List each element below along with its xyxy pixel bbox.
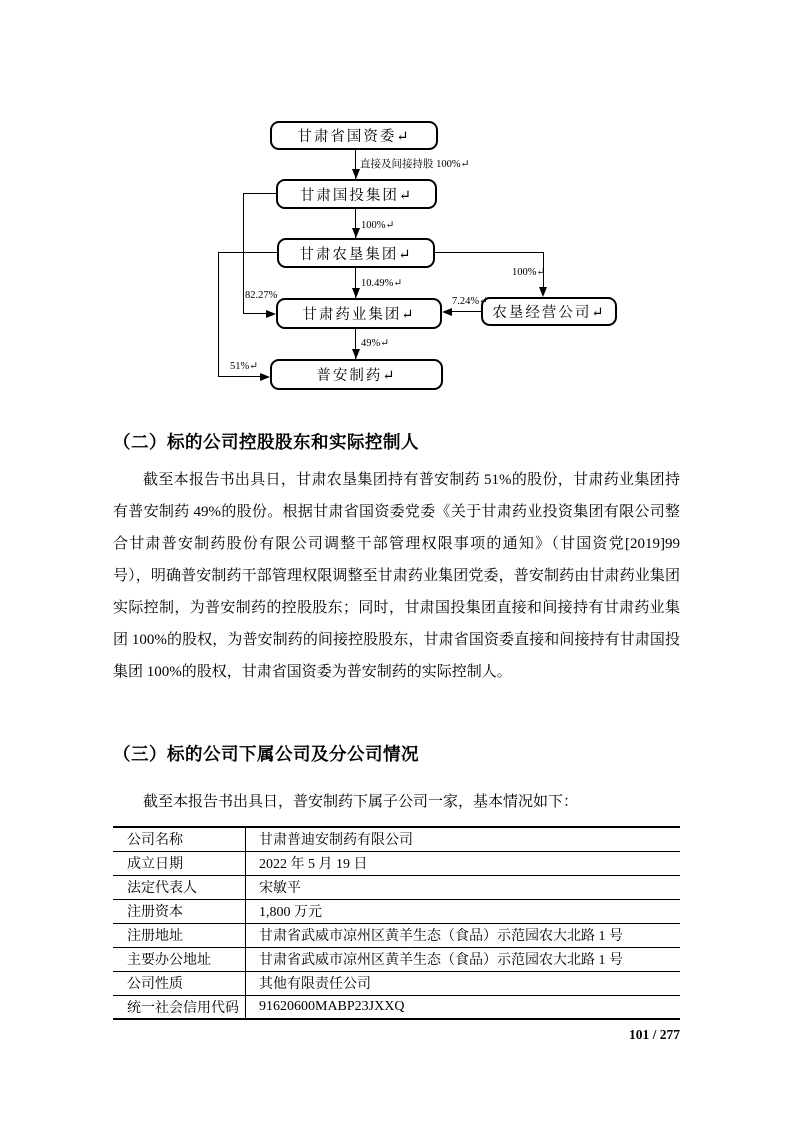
subsidiary-info-table [113, 826, 680, 1020]
connector-nongken-jingying [435, 252, 543, 253]
diagram-node-gansu-guotou-group [276, 179, 437, 209]
connector-guotou-yaoye [243, 313, 267, 314]
row-label-registered-capital: 注册资本 [113, 899, 246, 923]
connector-jingying-yaoye [451, 311, 481, 312]
arrowhead-down-icon [539, 287, 547, 297]
row-label-credit-code: 统一社会信用代码 [113, 995, 246, 1019]
row-label-company-nature: 公司性质 [113, 971, 246, 995]
row-value-company-nature: 其他有限责任公司 [246, 971, 681, 995]
arrowhead-left-icon [442, 308, 452, 316]
node-label: 农垦经营公司↵ [492, 305, 606, 321]
row-value-registered-capital: 1,800 万元 [246, 899, 681, 923]
edge-label-100: 100%↵ [361, 220, 395, 231]
edge-label-10-49: 10.49%↵ [361, 278, 403, 289]
node-label: 普安制药↵ [316, 368, 397, 384]
row-label-main-office-address: 主要办公地址 [113, 947, 246, 971]
node-label: 甘肃省国资委↵ [297, 129, 411, 145]
edge-label-82-27: 82.27% [245, 290, 278, 301]
arrowhead-down-icon [352, 349, 360, 359]
row-value-legal-representative: 宋敏平 [246, 875, 681, 899]
edge-label-51: 51%↵ [230, 361, 259, 372]
node-label: 甘肃药业集团↵ [302, 307, 416, 323]
table-row [113, 971, 680, 995]
table-row [113, 851, 680, 875]
diagram-node-puan-pharma [270, 359, 443, 390]
connector-nongken-puan [218, 252, 277, 253]
table-row [113, 995, 680, 1019]
arrowhead-down-icon [352, 228, 360, 238]
row-label-establish-date: 成立日期 [113, 851, 246, 875]
page-number: 101 / 277 [628, 1027, 680, 1042]
row-label-registered-address: 注册地址 [113, 923, 246, 947]
table-row [113, 947, 680, 971]
row-value-company-name: 甘肃普迪安制药有限公司 [246, 827, 681, 851]
node-label: 甘肃农垦集团↵ [299, 246, 413, 263]
table-row [113, 899, 680, 923]
paragraph-subsidiaries-intro: 截至本报告书出具日，普安制药下属子公司一家，基本情况如下： [143, 794, 579, 810]
table-row [113, 923, 680, 947]
table-row [113, 875, 680, 899]
connector-nongken-puan [218, 376, 260, 377]
paragraph-controlling-shareholder: 截至本报告书出具日，甘肃农垦集团持有普安制药 51%的股份，甘肃药业集团持有普安制药 49%的股份。根据甘肃省国资委党委《关于甘肃药业投资集团有限公司整合甘肃普安制药股份有限公司调整干部管理权限事项的通知》（甘国资党[2019]99 号），明确普安制药干部管理权限调整至甘肃药业集团党委，普安制药由甘肃药业集团实际控制，为普安制药的控股股东；同时，甘肃国投集团直接和间接持有甘肃药业集团 100%的股权，为普安制药的间接控股股东，甘肃省国资委直接和间接持有甘肃国投集团 100%的股权，甘肃省国资委为普安制药的实际控制人。 [113, 472, 680, 680]
edge-label-7-24: 7.24%↵ [452, 296, 488, 307]
connector-guotou-yaoye [243, 193, 276, 194]
connector-nongken-puan [218, 252, 219, 377]
arrowhead-right-icon [266, 310, 276, 318]
row-label-company-name: 公司名称 [113, 827, 246, 851]
row-value-credit-code: 91620600MABP23JXXQ [259, 998, 405, 1014]
diagram-node-gansu-sasac [270, 121, 438, 150]
arrowhead-right-icon [260, 373, 270, 381]
row-value-main-office-address: 甘肃省武威市凉州区黄羊生态（食品）示范园农大北路 1 号 [246, 947, 681, 971]
node-label: 甘肃国投集团↵ [299, 187, 414, 204]
row-value-establish-date: 2022 年 5 月 19 日 [246, 851, 681, 875]
edge-label-49: 49%↵ [361, 338, 390, 349]
section-heading-subsidiaries: （三）标的公司下属公司及分公司情况 [113, 744, 419, 764]
edge-label-100-right: 100%↵ [512, 267, 546, 278]
table-row [113, 827, 680, 851]
section-heading-controlling-shareholder: （二）标的公司控股股东和实际控制人 [113, 432, 419, 452]
diagram-node-nongken-operating-co [481, 297, 617, 326]
row-label-legal-representative: 法定代表人 [113, 875, 246, 899]
row-value-registered-address: 甘肃省武威市凉州区黄羊生态（食品）示范园农大北路 1 号 [246, 923, 681, 947]
diagram-node-gansu-nongken-group [277, 238, 435, 268]
edge-label-direct-indirect-100: 直接及间接持股 100%↵ [360, 159, 470, 170]
arrowhead-down-icon [352, 169, 360, 179]
diagram-node-gansu-pharma-group [276, 298, 442, 329]
arrowhead-down-icon [352, 288, 360, 298]
